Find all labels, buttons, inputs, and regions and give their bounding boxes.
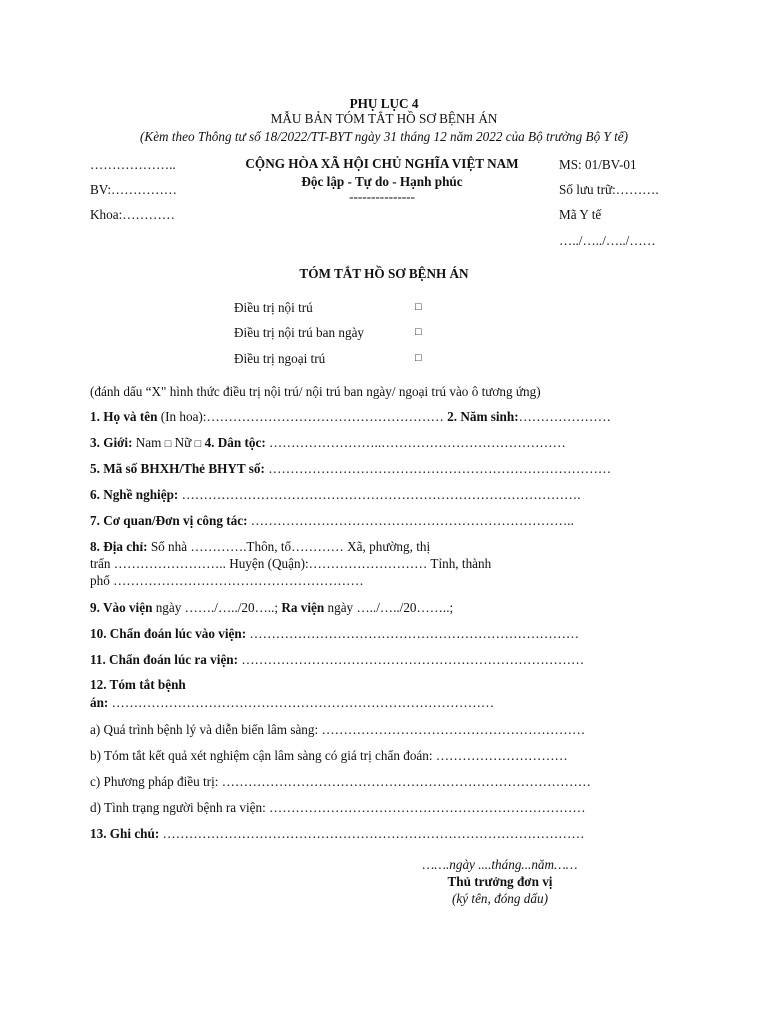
appendix-title: PHỤ LỤC 4 [349, 96, 419, 111]
notes-input[interactable]: …………………………………………………………………………………… [159, 826, 585, 841]
option-outpatient-label: Điều trị ngoại trú [234, 351, 326, 366]
address-label: 8. Địa chỉ: [90, 539, 148, 554]
admission-diagnosis-input[interactable]: ………………………………………………………………… [246, 626, 580, 641]
signature-role: Thủ trưởng đơn vị [447, 874, 553, 889]
full-name-input[interactable]: (In hoa):……………………………………………… [157, 409, 444, 424]
unit-blank: ……………….. [90, 157, 176, 172]
summary-input[interactable]: …………………………………………………………………………… [108, 695, 495, 710]
field-insurance [90, 461, 690, 476]
medical-code-blanks: …../…../…../…… [559, 233, 656, 248]
address-input-line1[interactable]: Số nhà ………….Thôn, tổ………… Xã, phường, thị [147, 539, 431, 554]
field-notes [90, 826, 690, 841]
motto: Độc lập - Tự do - Hạnh phúc [301, 174, 463, 189]
field-summary [90, 695, 690, 710]
option-inpatient-checkbox[interactable]: □ [415, 301, 422, 313]
field-occupation [90, 487, 690, 502]
field-discharge-diagnosis [90, 652, 690, 667]
gender-label: 3. Giới: [90, 435, 133, 450]
occupation-label: 6. Nghề nghiệp: [90, 487, 179, 502]
birth-year-label: 2. Năm sinh: [443, 409, 519, 424]
full-name-label: 1. Họ và tên [90, 409, 158, 424]
summary-label-line1: 12. Tóm tắt bệnh [90, 677, 186, 692]
gender-female-label: Nữ [171, 435, 195, 450]
workplace-label: 7. Cơ quan/Đơn vị công tác: [90, 513, 248, 528]
discharge-diagnosis-input[interactable]: …………………………………………………………………… [238, 652, 585, 667]
form-title: MẪU BẢN TÓM TẮT HỒ SƠ BỆNH ÁN [270, 111, 498, 126]
treatment-method-field[interactable]: c) Phương pháp điều trị: ………………………………………………………………………… [90, 774, 591, 789]
gender-female-checkbox[interactable]: □ [194, 438, 202, 450]
field-address-line1 [90, 539, 690, 554]
insurance-input[interactable]: …………………………………………………………………… [264, 461, 612, 476]
discharge-diagnosis-label: 11. Chẩn đoán lúc ra viện: [90, 652, 239, 667]
admission-label: 9. Vào viện [90, 600, 153, 615]
discharge-label: Ra viện [281, 600, 325, 615]
ethnicity-input[interactable]: ……………………..…………………………………… [265, 435, 566, 450]
signature-note: (ký tên, đóng dấu) [452, 891, 548, 906]
address-input-line2[interactable]: trấn …………………….. Huyện (Quận):……………………… Tỉnh, thành [90, 556, 492, 571]
gender-male-label: Nam [132, 435, 165, 450]
option-day-inpatient-checkbox[interactable]: □ [415, 326, 422, 338]
marking-instruction: (đánh dấu “X" hình thức điều trị nội trú/ nội trú ban ngày/ ngoại trú vào ô tương ứng) [90, 384, 541, 399]
clinical-course-field[interactable]: a) Quá trình bệnh lý và diễn biến lâm sàng: …………………………………………………… [90, 722, 586, 737]
admission-diagnosis-label: 10. Chẩn đoán lúc vào viện: [90, 626, 247, 641]
medical-code-label: Mã Y tế [559, 207, 602, 222]
occupation-input[interactable]: ………………………………………………………………………………. [178, 487, 581, 502]
discharge-date-input[interactable]: ngày …../…../20……..; [324, 600, 454, 615]
signature-date[interactable]: …….ngày ....tháng...năm…… [422, 857, 578, 872]
lab-results-field[interactable]: b) Tóm tắt kết quả xét nghiệm cận lâm sàng có giá trị chẩn đoán: ………………………… [90, 748, 568, 763]
ethnicity-label: 4. Dân tộc: [201, 435, 266, 450]
option-inpatient-label: Điều trị nội trú [234, 300, 313, 315]
option-day-inpatient-label: Điều trị nội trú ban ngày [234, 325, 365, 340]
birth-year-input[interactable]: ………………… [518, 409, 611, 424]
department-field: Khoa:………… [90, 207, 175, 222]
address-input-line3[interactable]: phố ………………………………………………… [90, 573, 364, 588]
option-outpatient-checkbox[interactable]: □ [415, 352, 422, 364]
gender-male-checkbox[interactable]: □ [164, 438, 172, 450]
form-code: MS: 01/BV-01 [559, 157, 637, 172]
hospital-field: BV:…………… [90, 182, 177, 197]
field-workplace [90, 513, 690, 528]
insurance-label: 5. Mã số BHXH/Thẻ BHYT số: [90, 461, 265, 476]
admission-date-input[interactable]: ngày ……./…../20…..; [152, 600, 282, 615]
motto-rule: --------------- [349, 189, 415, 204]
discharge-status-field[interactable]: d) Tình trạng người bệnh ra viện: ……………………………………………………………… [90, 800, 586, 815]
attached-note: (Kèm theo Thông tư số 18/2022/TT-BYT ngày 31 tháng 12 năm 2022 của Bộ trưởng Bộ Y tế) [140, 129, 628, 144]
notes-label: 13. Ghi chú: [90, 826, 160, 841]
field-name-birthyear [90, 409, 690, 424]
field-admission-diagnosis [90, 626, 690, 641]
workplace-input[interactable]: ……………………………………………………………….. [247, 513, 574, 528]
nation-heading: CỘNG HÒA XÃ HỘI CHỦ NGHĨA VIỆT NAM [245, 156, 519, 171]
field-gender-ethnicity [90, 435, 690, 451]
field-admission-discharge [90, 600, 690, 615]
storage-number: Số lưu trữ:………. [559, 182, 659, 197]
main-title: TÓM TẮT HỒ SƠ BỆNH ÁN [299, 266, 469, 281]
summary-label-line2: án: [90, 695, 109, 710]
